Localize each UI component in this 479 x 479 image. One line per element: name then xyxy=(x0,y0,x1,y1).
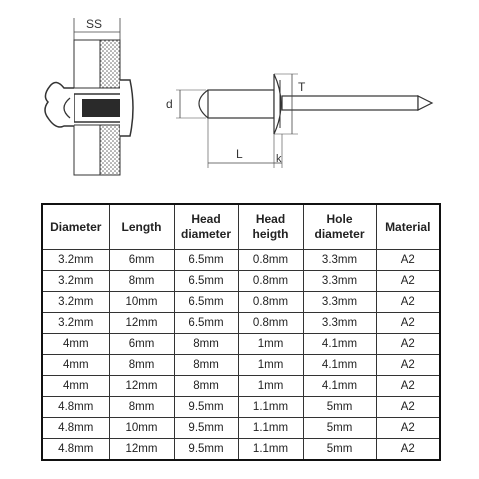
table-cell: 3.2mm xyxy=(42,250,109,271)
column-header xyxy=(376,204,440,250)
k-label: k xyxy=(276,153,282,165)
table-cell: 4.8mm xyxy=(42,397,109,418)
rivet-head xyxy=(120,80,133,136)
column-header xyxy=(174,204,238,250)
table-body xyxy=(42,250,440,461)
table-cell: 10mm xyxy=(109,292,174,313)
table-cell: 3.3mm xyxy=(303,250,376,271)
table-cell: 6.5mm xyxy=(174,292,238,313)
column-header-text: Diameter xyxy=(50,219,102,234)
sheet-plain-bottom xyxy=(74,125,100,175)
table-cell: 5mm xyxy=(303,397,376,418)
table-row xyxy=(42,418,440,439)
table-cell: 12mm xyxy=(109,439,174,461)
table-cell: 4mm xyxy=(42,334,109,355)
table-cell: 3.2mm xyxy=(42,271,109,292)
column-header xyxy=(109,204,174,250)
column-header-text: Head xyxy=(191,212,221,226)
table-cell: 1mm xyxy=(238,376,303,397)
table-cell: 3.2mm xyxy=(42,292,109,313)
table-cell: 0.8mm xyxy=(238,292,303,313)
table-cell: 5mm xyxy=(303,418,376,439)
table-cell: 8mm xyxy=(109,397,174,418)
column-header-text: diameter xyxy=(314,227,365,241)
table-cell: 1mm xyxy=(238,355,303,376)
table-header-row xyxy=(42,204,440,250)
table-cell: 0.8mm xyxy=(238,271,303,292)
table-cell: 6mm xyxy=(109,334,174,355)
table-row xyxy=(42,271,440,292)
column-header xyxy=(42,204,109,250)
d-label: d xyxy=(166,97,173,111)
table-cell: 8mm xyxy=(174,376,238,397)
l-label: L xyxy=(236,147,243,161)
table-row xyxy=(42,355,440,376)
table-cell: A2 xyxy=(376,355,440,376)
table-cell: 4.8mm xyxy=(42,418,109,439)
table-cell: A2 xyxy=(376,376,440,397)
table-cell: 1.1mm xyxy=(238,439,303,461)
sheet-hatched-top xyxy=(100,40,120,88)
table-row xyxy=(42,250,440,271)
table-cell: 1.1mm xyxy=(238,397,303,418)
table-cell: 4.8mm xyxy=(42,439,109,461)
table-cell: 8mm xyxy=(109,271,174,292)
table-row xyxy=(42,376,440,397)
column-header-text: heigth xyxy=(252,227,289,241)
table-cell: 6.5mm xyxy=(174,313,238,334)
table-row xyxy=(42,292,440,313)
rivet-side-view xyxy=(166,74,432,168)
table-cell: 9.5mm xyxy=(174,418,238,439)
table-cell: 8mm xyxy=(109,355,174,376)
rivet-tail xyxy=(45,82,74,127)
table-cell: 9.5mm xyxy=(174,397,238,418)
mandrel-ball xyxy=(199,90,208,118)
t-label: T xyxy=(298,80,306,94)
installed-rivet-section xyxy=(45,17,133,175)
rivet-body xyxy=(208,90,274,118)
sheet-plain-top xyxy=(74,40,100,88)
table-cell: 3.3mm xyxy=(303,292,376,313)
column-header-text: Length xyxy=(121,219,162,234)
mandrel-shaft xyxy=(282,96,418,110)
table-cell: 4mm xyxy=(42,376,109,397)
mandrel-tip xyxy=(418,96,432,110)
table-cell: 1mm xyxy=(238,334,303,355)
rivet-diagram xyxy=(0,0,479,190)
table-cell: A2 xyxy=(376,250,440,271)
table-cell: 3.2mm xyxy=(42,313,109,334)
table-cell: 6.5mm xyxy=(174,271,238,292)
column-header-text: Head xyxy=(255,212,286,226)
column-header-text: Hole xyxy=(326,212,353,226)
table-cell: 8mm xyxy=(174,334,238,355)
table-cell: 12mm xyxy=(109,376,174,397)
table-cell: 8mm xyxy=(174,355,238,376)
table-cell: A2 xyxy=(376,313,440,334)
table-cell: 3.3mm xyxy=(303,271,376,292)
table-row xyxy=(42,313,440,334)
table-cell: 3.3mm xyxy=(303,313,376,334)
table-cell: 1.1mm xyxy=(238,418,303,439)
ss-label: SS xyxy=(86,17,103,31)
table-row xyxy=(42,439,440,461)
table-row xyxy=(42,334,440,355)
table-cell: 9.5mm xyxy=(174,439,238,461)
table-cell: 4.1mm xyxy=(303,376,376,397)
table-cell: 4.1mm xyxy=(303,355,376,376)
sheet-hatched-bottom xyxy=(100,125,120,175)
table-cell: 6mm xyxy=(109,250,174,271)
column-header xyxy=(238,204,303,250)
table-cell: A2 xyxy=(376,334,440,355)
table-row xyxy=(42,397,440,418)
column-header-text: diameter xyxy=(180,227,232,241)
mandrel-core xyxy=(82,99,126,117)
table-cell: A2 xyxy=(376,397,440,418)
table-cell: 12mm xyxy=(109,313,174,334)
rivet-spec-table xyxy=(41,203,441,461)
table-cell: A2 xyxy=(376,292,440,313)
table-cell: A2 xyxy=(376,418,440,439)
table-cell: 0.8mm xyxy=(238,313,303,334)
column-header-text: Material xyxy=(385,219,431,234)
column-header xyxy=(303,204,376,250)
table-cell: 6.5mm xyxy=(174,250,238,271)
table-cell: A2 xyxy=(376,439,440,461)
table-cell: A2 xyxy=(376,271,440,292)
table-cell: 4.1mm xyxy=(303,334,376,355)
table-cell: 5mm xyxy=(303,439,376,461)
table-cell: 10mm xyxy=(109,418,174,439)
table-cell: 0.8mm xyxy=(238,250,303,271)
table-cell: 4mm xyxy=(42,355,109,376)
